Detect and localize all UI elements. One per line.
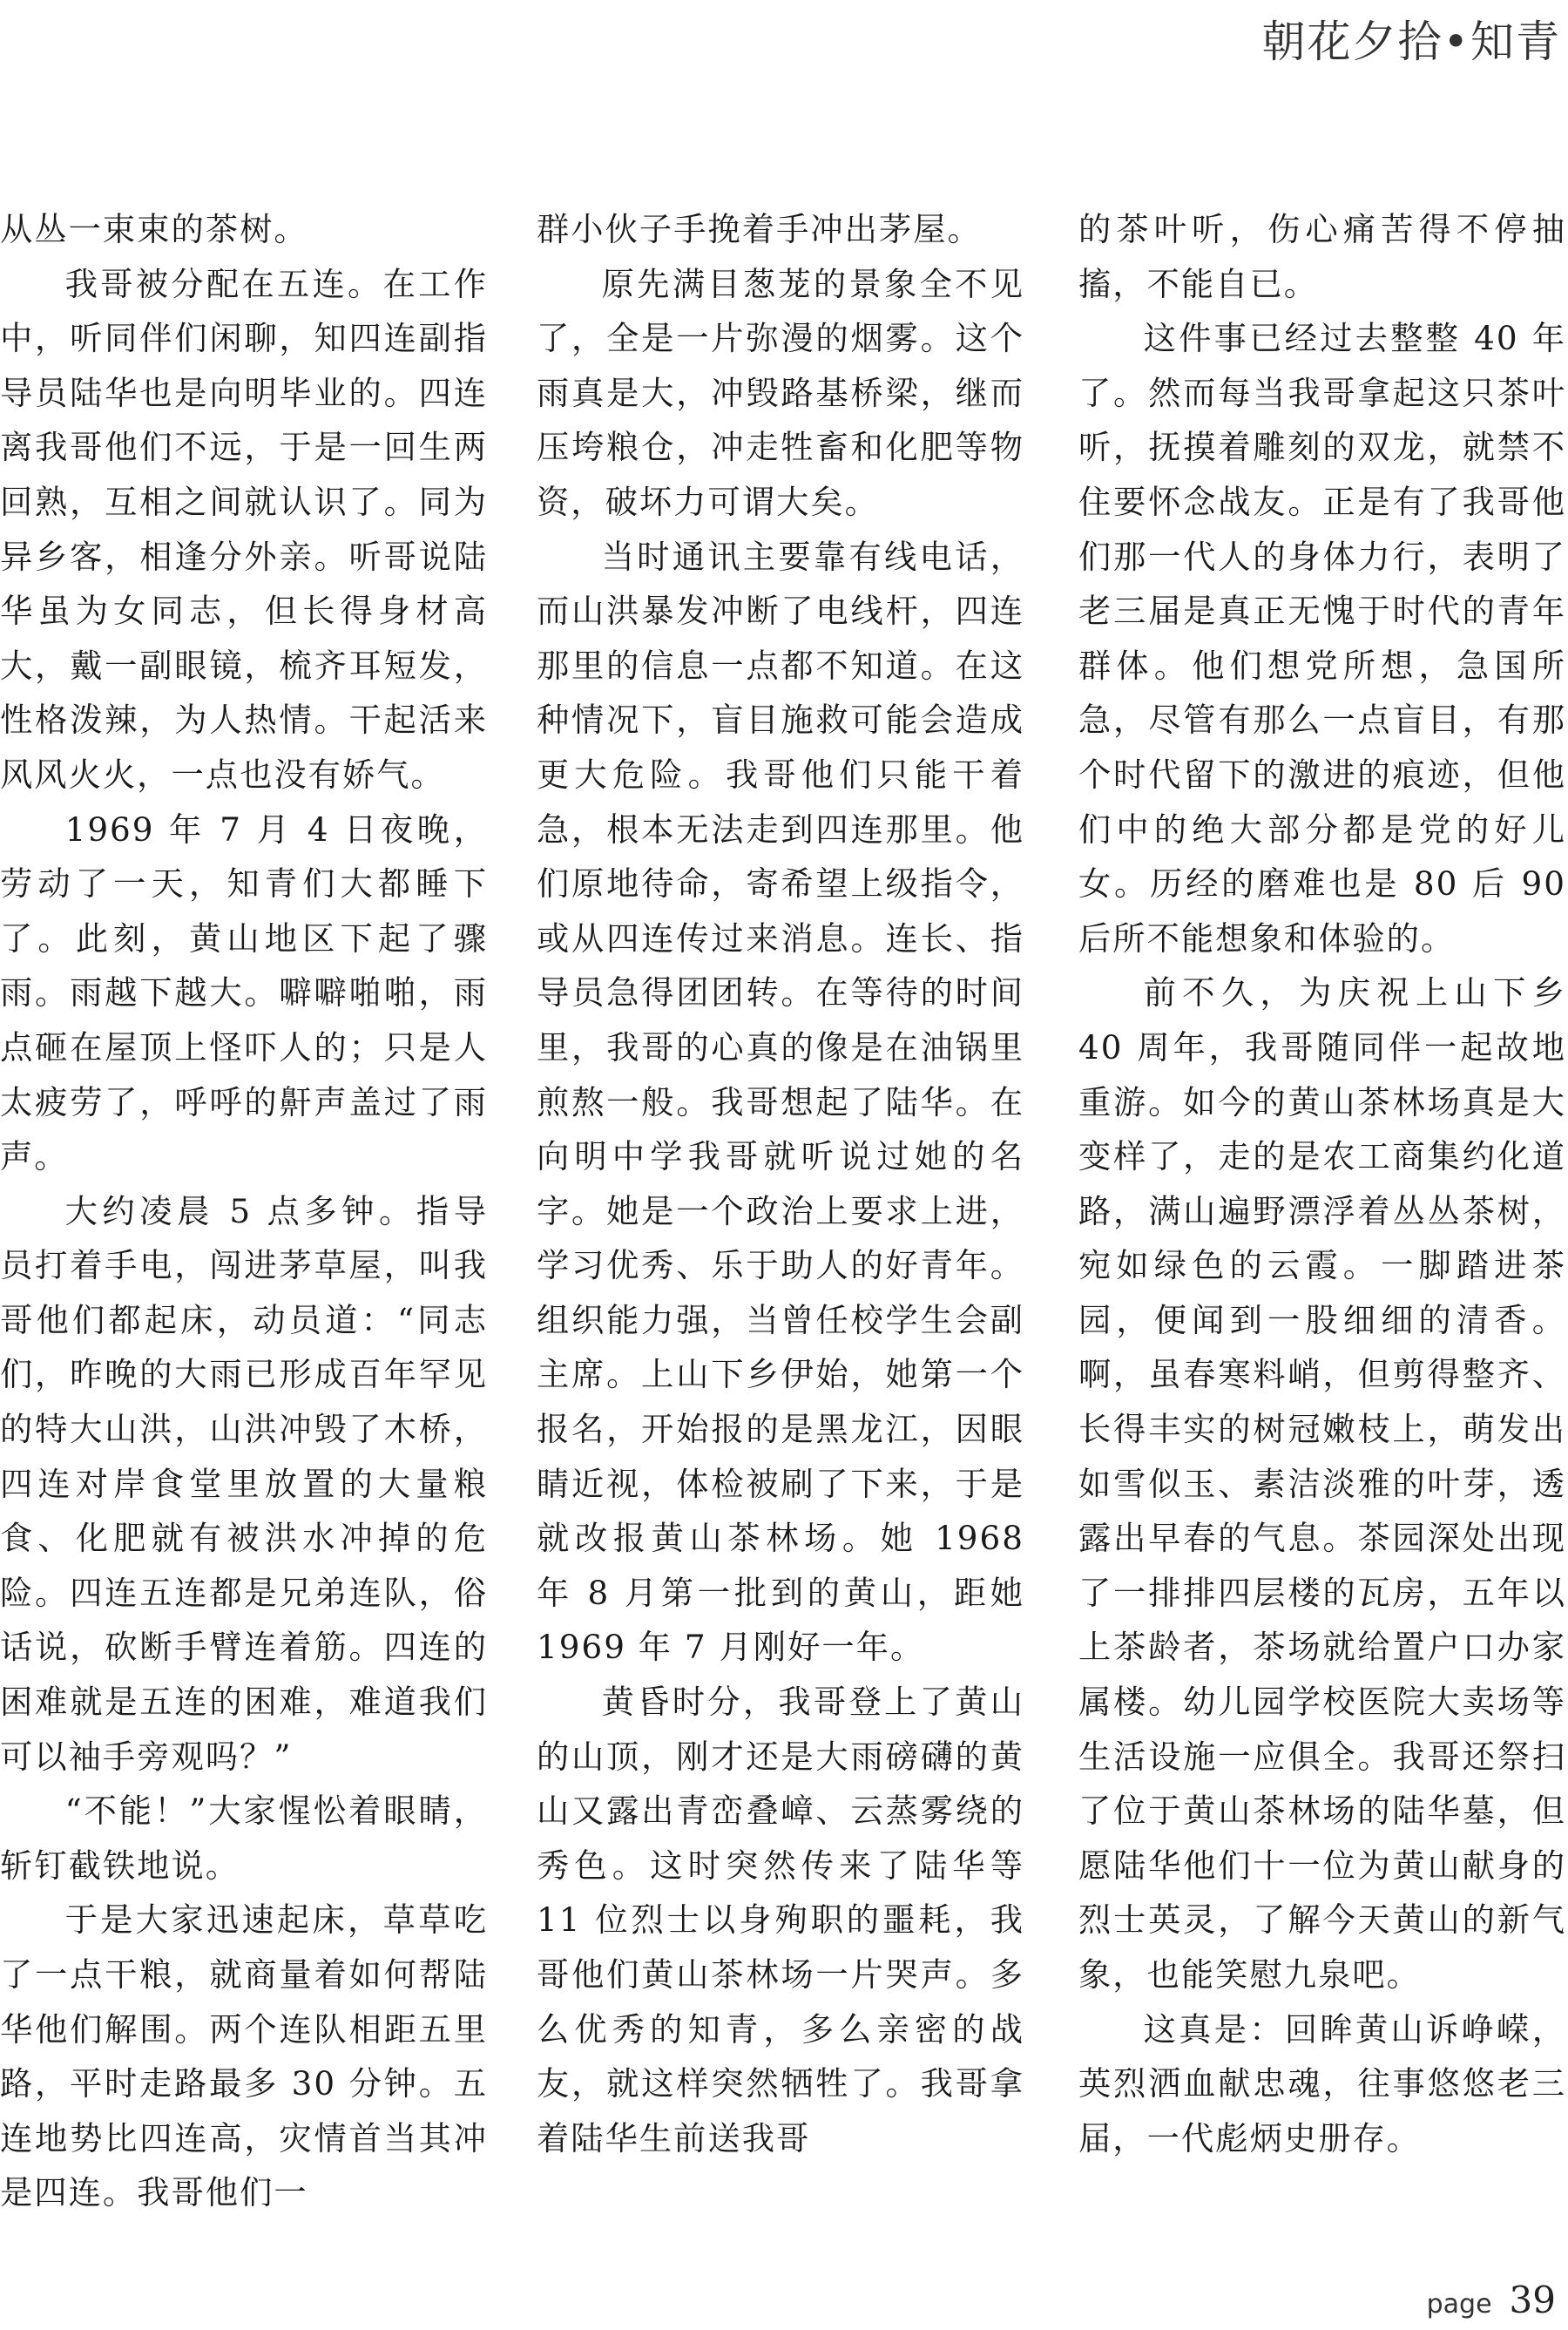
- text-column-1: [0, 202, 488, 2220]
- paragraph: 大约凌晨 5 点多钟。指导员打着手电，闯进茅草屋，叫我哥他们都起床，动员道：“同志们，昨晚的大雨已形成百年罕见的特大山洪，山洪冲毁了木桥，四连对岸食堂里放置的大量粮食、化肥就有被洪水冲掉的危险。四连五连都是兄弟连队，俗话说，砍断手臂连着筋。四连的困难就是五连的困难，难道我们可以袖手旁观吗？”: [0, 1191, 488, 1776]
- text-column-2: [537, 202, 1024, 2165]
- paragraph: 当时通讯主要靠有线电话，而山洪暴发冲断了电线杆，四连那里的信息一点都不知道。在这种情况下，盲目施救可能会造成更大危险。我哥他们只能干着急，根本无法走到四连那里。他们原地待命，寄希望上级指令，或从四连传过来消息。连长、指导员急得团团转。在等待的时间里，我哥的心真的像是在油锅里煎熬一般。我哥想起了陆华。在向明中学我哥就听说过她的名字。她是一个政治上要求上进，学习优秀、乐于助人的好青年。组织能力强，当曾任校学生会副主席。上山下乡伊始，她第一个报名，开始报的是黑龙江，因眼睛近视，体检被刷了下来，于是就改报黄山茶林场。她 1968 年 8 月第一批到的黄山，距她 1969 年 7 月刚好一年。: [537, 537, 1024, 1667]
- paragraph: 我哥被分配在五连。在工作中，听同伴们闲聊，知四连副指导员陆华也是向明毕业的。四连离我哥他们不远，于是一回生两回熟，互相之间就认识了。同为异乡客，相逢分外亲。听哥说陆华虽为女同志，但长得身材高大，戴一副眼镜，梳齐耳短发，性格泼辣，为人热情。干起活来风风火火，一点也没有娇气。: [0, 264, 488, 794]
- text-column-3: [1078, 202, 1566, 2165]
- paragraph: 前不久，为庆祝上山下乡 40 周年，我哥随同伴一起故地重游。如今的黄山茶林场真是大变样了，走的是农工商集约化道路，满山遍野漂浮着丛丛茶树，宛如绿色的云霞。一脚踏进茶园，便闻到一股细细的清香。啊，虽春寒料峭，但剪得整齐、长得丰实的树冠嫩枝上，萌发出如雪似玉、素洁淡雅的叶芽，透露出早春的气息。茶园深处出现了一排排四层楼的瓦房，五年以上茶龄者，茶场就给置户口办家属楼。幼儿园学校医院大卖场等生活设施一应俱全。我哥还祭扫了位于黄山茶林场的陆华墓，但愿陆华他们十一位为黄山献身的烈士英灵，了解今天黄山的新气象，也能笑慰九泉吧。: [1078, 973, 1566, 1994]
- paragraph: 这真是：回眸黄山诉峥嵘，英烈洒血献忠魂，往事悠悠老三届，一代彪炳史册存。: [1078, 2009, 1566, 2157]
- page-number: 39: [1509, 2279, 1556, 2321]
- paragraph: 群小伙子手挽着手冲出茅屋。: [537, 210, 982, 248]
- paragraph: 1969 年 7 月 4 日夜晚，劳动了一天，知青们大都睡下了。此刻，黄山地区下起了骤雨。雨越下越大。噼噼啪啪，雨点砸在屋顶上怪吓人的；只是人太疲劳了，呼呼的鼾声盖过了雨声。: [0, 809, 488, 1176]
- paragraph: 黄昏时分，我哥登上了黄山的山顶，刚才还是大雨磅礴的黄山又露出青峦叠嶂、云蒸雾绕的秀色。这时突然传来了陆华等 11 位烈士以身殉职的噩耗，我哥他们黄山茶林场一片哭声。多么优秀的知青，多么亲密的战友，就这样突然牺牲了。我哥拿着陆华生前送我哥: [537, 1683, 1024, 2157]
- paragraph: 的茶叶听，伤心痛苦得不停抽搐，不能自已。: [1078, 210, 1566, 303]
- paragraph: 原先满目葱茏的景象全不见了，全是一片弥漫的烟雾。这个雨真是大，冲毁路基桥梁，继而压垮粮仓，冲走牲畜和化肥等物资，破坏力可谓大矣。: [537, 264, 1024, 521]
- paragraph: 于是大家迅速起床，草草吃了一点干粮，就商量着如何帮陆华他们解围。两个连队相距五里路，平时走路最多 30 分钟。五连地势比四连高，灾情首当其冲是四连。我哥他们一: [0, 1900, 488, 2212]
- page-label: page: [1426, 2289, 1492, 2320]
- paragraph: “不能！”大家惺忪着眼睛，斩钉截铁地说。: [0, 1792, 488, 1885]
- paragraph: 从丛一束束的茶树。: [0, 210, 308, 248]
- section-header: 朝花夕拾•知青: [1261, 17, 1561, 67]
- paragraph: 这件事已经过去整整 40 年了。然而每当我哥拿起这只茶叶听，抚摸着雕刻的双龙，就禁不住要怀念战友。正是有了我哥他们那一代人的身体力行，表明了老三届是真正无愧于时代的青年群体。他们想党所想，急国所急，尽管有那么一点盲目，有那个时代留下的激进的痕迹，但他们中的绝大部分都是党的好儿女。历经的磨难也是 80 后 90 后所不能想象和体验的。: [1078, 319, 1566, 958]
- page-footer: [1427, 2279, 1556, 2321]
